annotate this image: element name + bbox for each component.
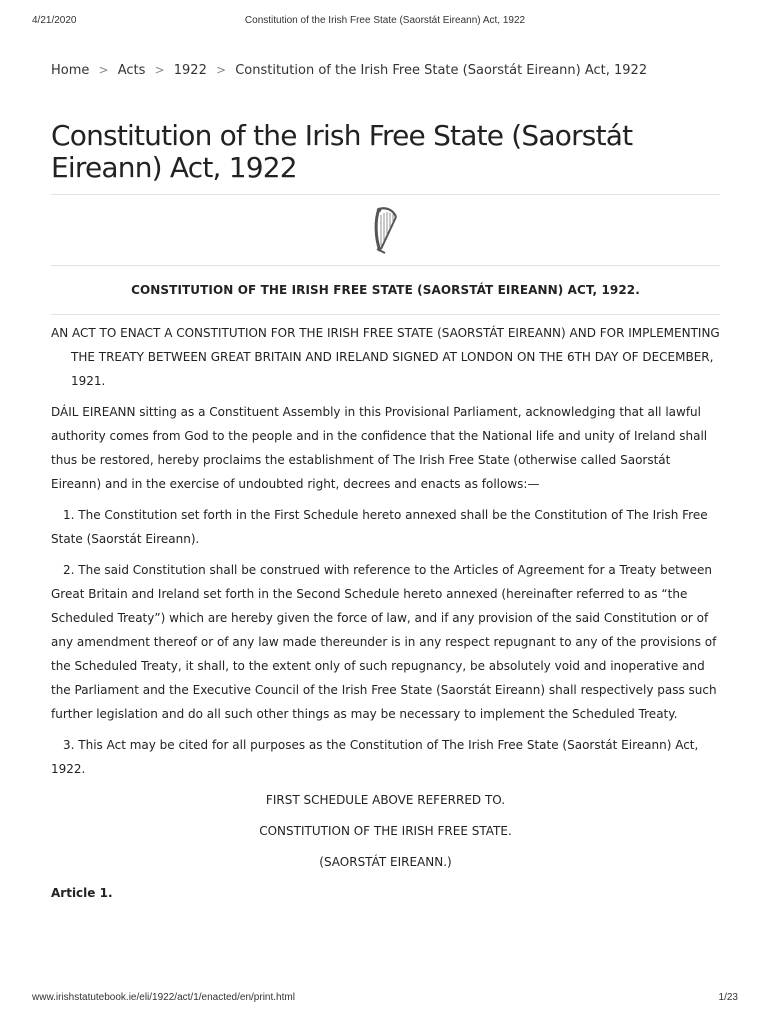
preamble: DÁIL EIREANN sitting as a Constituent Assembly in this Provisional Parliament, acknowledging that all lawful authority comes from God to the people and in the confidence that the National life and unity of Ireland shall thus be restored, hereby proclaims the establishment of The Irish Free State (otherwise called Saorstát Eireann) and in the exercise of undoubted right, decrees and enacts as follows:— (51, 405, 708, 491)
constitution-subheading: (SAORSTÁT EIREANN.) (319, 855, 452, 869)
schedule-heading: FIRST SCHEDULE ABOVE REFERRED TO. (265, 793, 506, 807)
print-date: 4/21/2020 (32, 15, 77, 26)
breadcrumb-year[interactable]: 1922 (173, 63, 207, 78)
print-footer (32, 992, 738, 1006)
harp-icon (371, 205, 401, 255)
print-header (32, 15, 738, 29)
breadcrumb-acts[interactable]: Acts (117, 63, 146, 78)
section-3: 3. This Act may be cited for all purposes as the Constitution of The Irish Free State (Saorstát Eireann) Act, 1922. (51, 738, 699, 776)
breadcrumb-current: Constitution of the Irish Free State (Saorstát Eireann) Act, 1922 (235, 63, 648, 78)
long-title: AN ACT TO ENACT A CONSTITUTION FOR THE IRISH FREE STATE (SAORSTÁT EIREANN) AND FOR IMPLEMENTING THE TREATY BETWEEN GREAT BRITAIN AND IRELAND SIGNED AT LONDON ON THE 6TH DAY OF DECEMBER, 1921. (51, 326, 720, 388)
act-heading: CONSTITUTION OF THE IRISH FREE STATE (SAORSTÁT EIREANN) ACT, 1922. (131, 283, 640, 297)
print-url: www.irishstatutebook.ie/eli/1922/act/1/enacted/en/print.html (32, 992, 295, 1003)
crest (51, 195, 720, 265)
breadcrumb-home[interactable]: Home (51, 63, 90, 78)
heading-divider (51, 314, 720, 315)
constitution-heading: CONSTITUTION OF THE IRISH FREE STATE. (259, 824, 512, 838)
print-doc-title: Constitution of the Irish Free State (Saorstát Eireann) Act, 1922 (244, 15, 526, 26)
main-content (51, 58, 720, 905)
breadcrumb-separator: > (216, 63, 227, 77)
section-2: 2. The said Constitution shall be construed with reference to the Articles of Agreement for a Treaty between Great Britain and Ireland set forth in the Second Schedule hereto annexed (hereinafter referred to as “the Scheduled Treaty”) which are hereby given the force of law, and if any provision of the said Constitution or of any amendment thereof or of any law made thereunder is in any respect repugnant to any of the provisions of the Scheduled Treaty, it shall, to the extent only of such repugnancy, be absolutely void and inoperative and the Parliament and the Executive Council of the Irish Free State (Saorstát Eireann) shall respectively pass such further legislation and do all such other things as may be necessary to implement the Scheduled Treaty. (51, 563, 717, 721)
page-number: 1/23 (718, 992, 738, 1003)
article-heading: Article 1. (51, 886, 113, 900)
breadcrumb-separator: > (98, 63, 109, 77)
breadcrumb-separator: > (154, 63, 165, 77)
section-1: 1. The Constitution set forth in the First Schedule hereto annexed shall be the Constitution of The Irish Free State (Saorstát Eireann). (51, 508, 708, 546)
page-title: Constitution of the Irish Free State (Saorstát Eireann) Act, 1922 (51, 119, 633, 184)
breadcrumb (51, 58, 720, 82)
